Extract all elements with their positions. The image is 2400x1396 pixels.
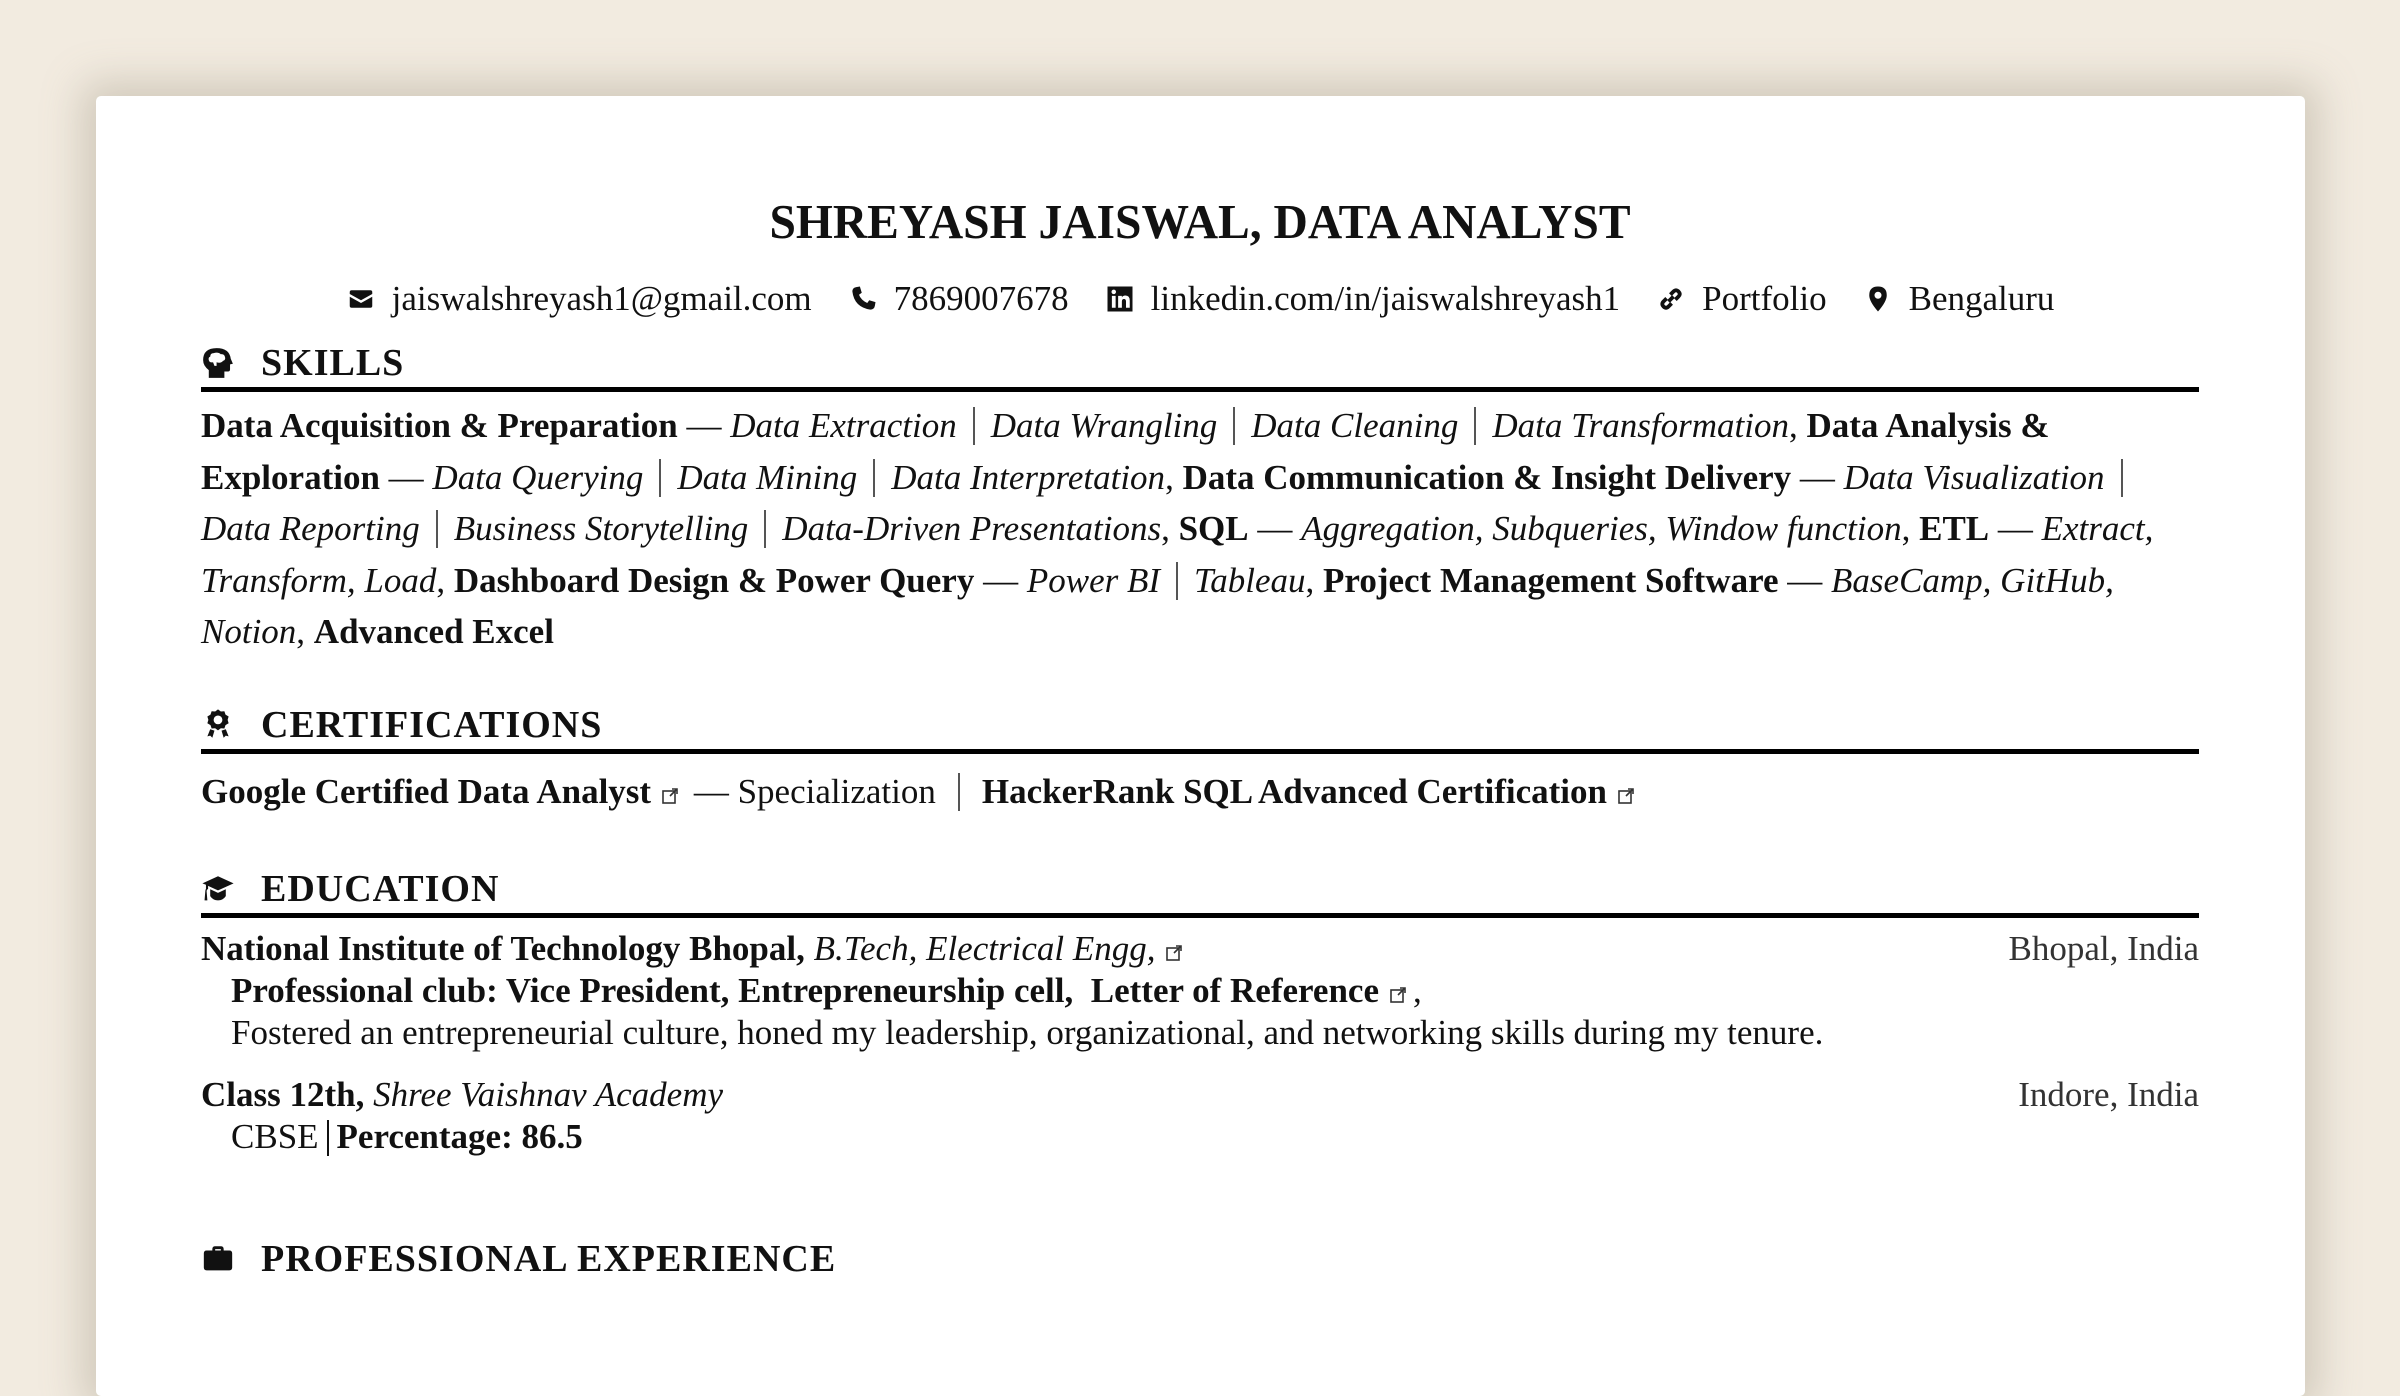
skill-item: Data Reporting xyxy=(201,509,420,548)
divider xyxy=(1176,562,1178,600)
skills-list: Data Acquisition & Preparation — Data Extraction Data Wrangling Data Cleaning Data Transformation, Data Analysis & Exploration — Data Querying Data Mining Data Interpretation, Data Communication & Insight Delivery — Data VisualizationData Reporting Business Storytelling Data-Driven Presentations, SQL — Aggregation, Subqueries, Window function, ETL — Extract, Transform, Load, Dashboard Design & Power Query — Power BI Tableau, Project Management Software — BaseCamp, GitHub, Notion, Advanced Excel xyxy=(201,406,2154,651)
contact-location xyxy=(1863,279,2055,319)
skill-group-name: Data Communication & Insight Delivery xyxy=(1182,457,1792,497)
award-ribbon-icon xyxy=(201,708,235,742)
skill-item: Data Visualization xyxy=(1843,457,2105,497)
club-description: Fostered an entrepreneurial culture, honed my leadership, organizational, and networking skills during my tenure. xyxy=(231,1013,1824,1052)
contact-phone[interactable] xyxy=(848,279,1069,319)
percentage: Percentage: 86.5 xyxy=(336,1117,583,1156)
linkedin-icon xyxy=(1105,284,1135,314)
skill-item: Tableau xyxy=(1194,560,1306,600)
skill-item: Data Extraction xyxy=(730,406,957,445)
brain-head-icon xyxy=(201,346,235,380)
contact-email[interactable] xyxy=(346,279,812,319)
divider xyxy=(436,510,438,548)
club-role: Professional club: Vice President, Entrepreneurship cell, xyxy=(231,971,1074,1010)
contact-linkedin[interactable] xyxy=(1105,279,1621,319)
divider xyxy=(873,459,875,497)
skill-group-name: ETL xyxy=(1919,509,1990,548)
divider xyxy=(2121,459,2123,497)
skill-item: BaseCamp, GitHub, Notion xyxy=(201,560,2114,651)
board: CBSE xyxy=(231,1117,319,1156)
external-link-icon[interactable] xyxy=(1389,972,1407,990)
school-name: National Institute of Technology Bhopal, xyxy=(201,929,805,968)
skill-item: Business Storytelling xyxy=(453,509,749,548)
external-link-icon[interactable] xyxy=(1617,768,1635,786)
certifications-list xyxy=(201,766,2199,818)
email-text: jaiswalshreyash1@gmail.com xyxy=(391,279,812,318)
linkedin-text: linkedin.com/in/jaiswalshreyash1 xyxy=(1150,279,1621,318)
skill-group-name: Project Management Software xyxy=(1323,560,1779,600)
education-section xyxy=(201,864,2199,1158)
external-link-icon[interactable] xyxy=(1165,930,1183,948)
skills-title: SKILLS xyxy=(261,341,405,384)
school-name: Class 12th, xyxy=(201,1075,365,1114)
skill-item: Data Cleaning xyxy=(1251,406,1459,445)
divider xyxy=(1474,407,1476,445)
divider xyxy=(1233,407,1235,445)
experience-section xyxy=(201,1232,2199,1286)
cert-hackerrank-link[interactable]: HackerRank SQL Advanced Certification xyxy=(981,772,1607,811)
skill-group-name: Data Analysis & Exploration xyxy=(201,406,2050,497)
education-title: EDUCATION xyxy=(261,867,500,910)
skill-item: Extract, Transform, Load xyxy=(201,509,2154,600)
skills-heading xyxy=(201,338,2199,392)
skill-item: Data Transformation xyxy=(1492,406,1789,445)
experience-title: PROFESSIONAL EXPERIENCE xyxy=(261,1238,837,1280)
skill-item: Data Querying xyxy=(432,457,644,497)
page-title: SHREYASH JAISWAL, DATA ANALYST xyxy=(769,194,1631,249)
skill-group-name: Data Acquisition & Preparation xyxy=(201,406,678,445)
skills-section xyxy=(201,338,2199,658)
briefcase-icon xyxy=(201,1242,235,1276)
divider xyxy=(973,407,975,445)
school-institution: Shree Vaishnav Academy xyxy=(373,1075,724,1114)
skill-group-name: Advanced Excel xyxy=(313,612,554,651)
envelope-icon xyxy=(346,284,376,314)
divider xyxy=(659,459,661,497)
skill-item: Data Wrangling xyxy=(990,406,1218,445)
divider xyxy=(327,1120,329,1156)
reference-link[interactable]: Letter of Reference xyxy=(1090,971,1380,1010)
certifications-section xyxy=(201,700,2199,818)
phone-text: 7869007678 xyxy=(893,279,1069,318)
education-entry-class12 xyxy=(201,1074,2199,1158)
divider xyxy=(764,510,766,548)
resume-page xyxy=(96,96,2305,1396)
experience-heading xyxy=(201,1232,2199,1286)
cert-google-suffix: — Specialization xyxy=(693,772,936,811)
certifications-heading xyxy=(201,700,2199,754)
location-pin-icon xyxy=(1863,284,1893,314)
portfolio-link: Portfolio xyxy=(1702,279,1827,318)
degree: B.Tech, Electrical Engg, xyxy=(813,929,1156,968)
skill-item: Data Mining xyxy=(677,457,858,497)
phone-icon xyxy=(848,284,878,314)
school-location: Bhopal, India xyxy=(2008,929,2199,968)
education-heading xyxy=(201,864,2199,918)
skill-item: Data-Driven Presentations xyxy=(782,509,1162,548)
education-entry-nit: National Institute of Technology Bhopal, B.Tech, Electrical Engg, Bhopal, India Professional club: Vice President, Entrepreneurship cell, Letter of Reference , Fostered an entrepreneurial culture, honed my leadership, organizational, and networking skills during my tenure. xyxy=(201,929,2199,1052)
link-icon xyxy=(1656,284,1686,314)
location-text: Bengaluru xyxy=(1908,279,2055,318)
skill-item: Data Interpretation xyxy=(891,457,1166,497)
divider xyxy=(958,773,960,811)
contact-portfolio[interactable] xyxy=(1656,279,1826,319)
skill-group-name: Dashboard Design & Power Query xyxy=(453,560,975,600)
certifications-title: CERTIFICATIONS xyxy=(261,703,603,746)
skill-item: Aggregation, Subqueries, Window function xyxy=(1301,509,1902,548)
contact-bar xyxy=(201,279,2199,319)
skill-item: Power BI xyxy=(1026,560,1161,600)
external-link-icon[interactable] xyxy=(661,768,679,786)
graduation-cap-icon xyxy=(201,872,235,906)
school-location: Indore, India xyxy=(2018,1075,2199,1114)
cert-google-link[interactable]: Google Certified Data Analyst xyxy=(201,772,652,811)
skill-group-name: SQL xyxy=(1178,509,1249,548)
